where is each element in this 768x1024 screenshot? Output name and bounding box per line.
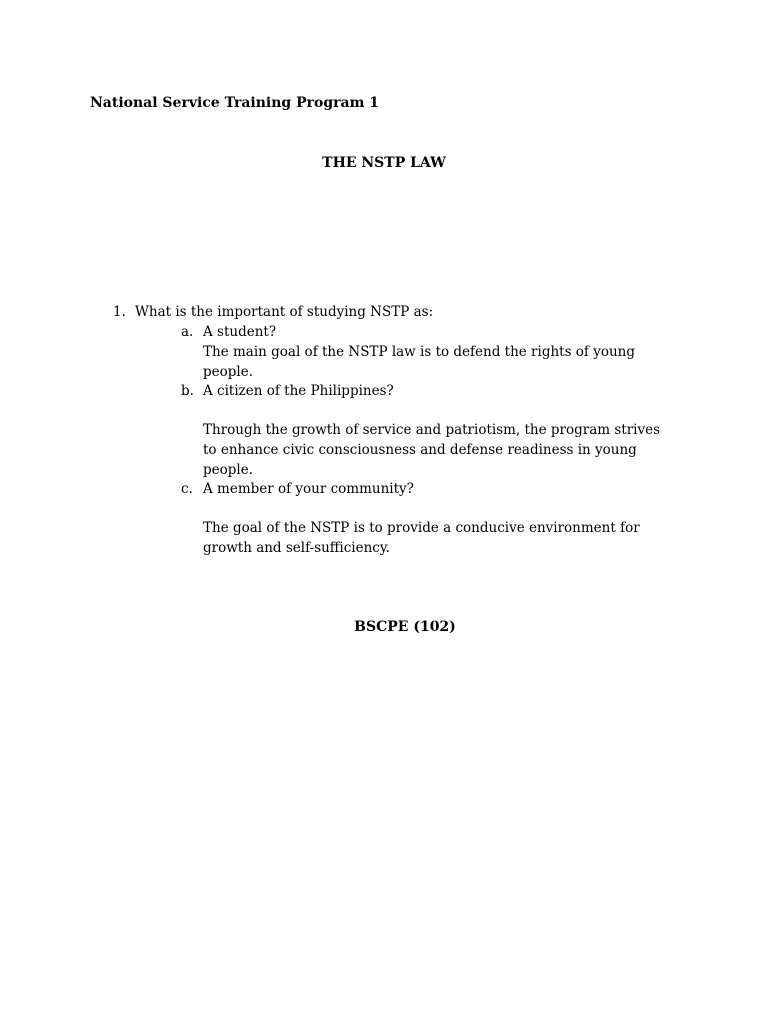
section-code: BSCPE (102) (354, 619, 456, 635)
sub-item-answer: Through the growth of service and patriotism, the program strives to enhance civic consciousness and defense readiness in young people. (203, 422, 661, 478)
sub-item-label: A student? (203, 324, 277, 340)
sub-item-label: A member of your community? (203, 481, 414, 497)
sub-item-answer: The goal of the NSTP is to provide a conducive environment for growth and self-sufficiency. (203, 520, 640, 556)
course-title: National Service Training Program 1 (90, 95, 379, 111)
sub-item-letter: b. (181, 383, 194, 399)
sub-item-letter: c. (181, 481, 193, 497)
sub-item-letter: a. (181, 324, 194, 340)
question-number: 1. (113, 304, 126, 320)
question-text: What is the important of studying NSTP as: (135, 304, 434, 320)
sub-item-answer: The main goal of the NSTP law is to defend the rights of young people. (203, 344, 636, 380)
document-title: THE NSTP LAW (322, 155, 446, 171)
sub-item-label: A citizen of the Philippines? (203, 383, 394, 399)
